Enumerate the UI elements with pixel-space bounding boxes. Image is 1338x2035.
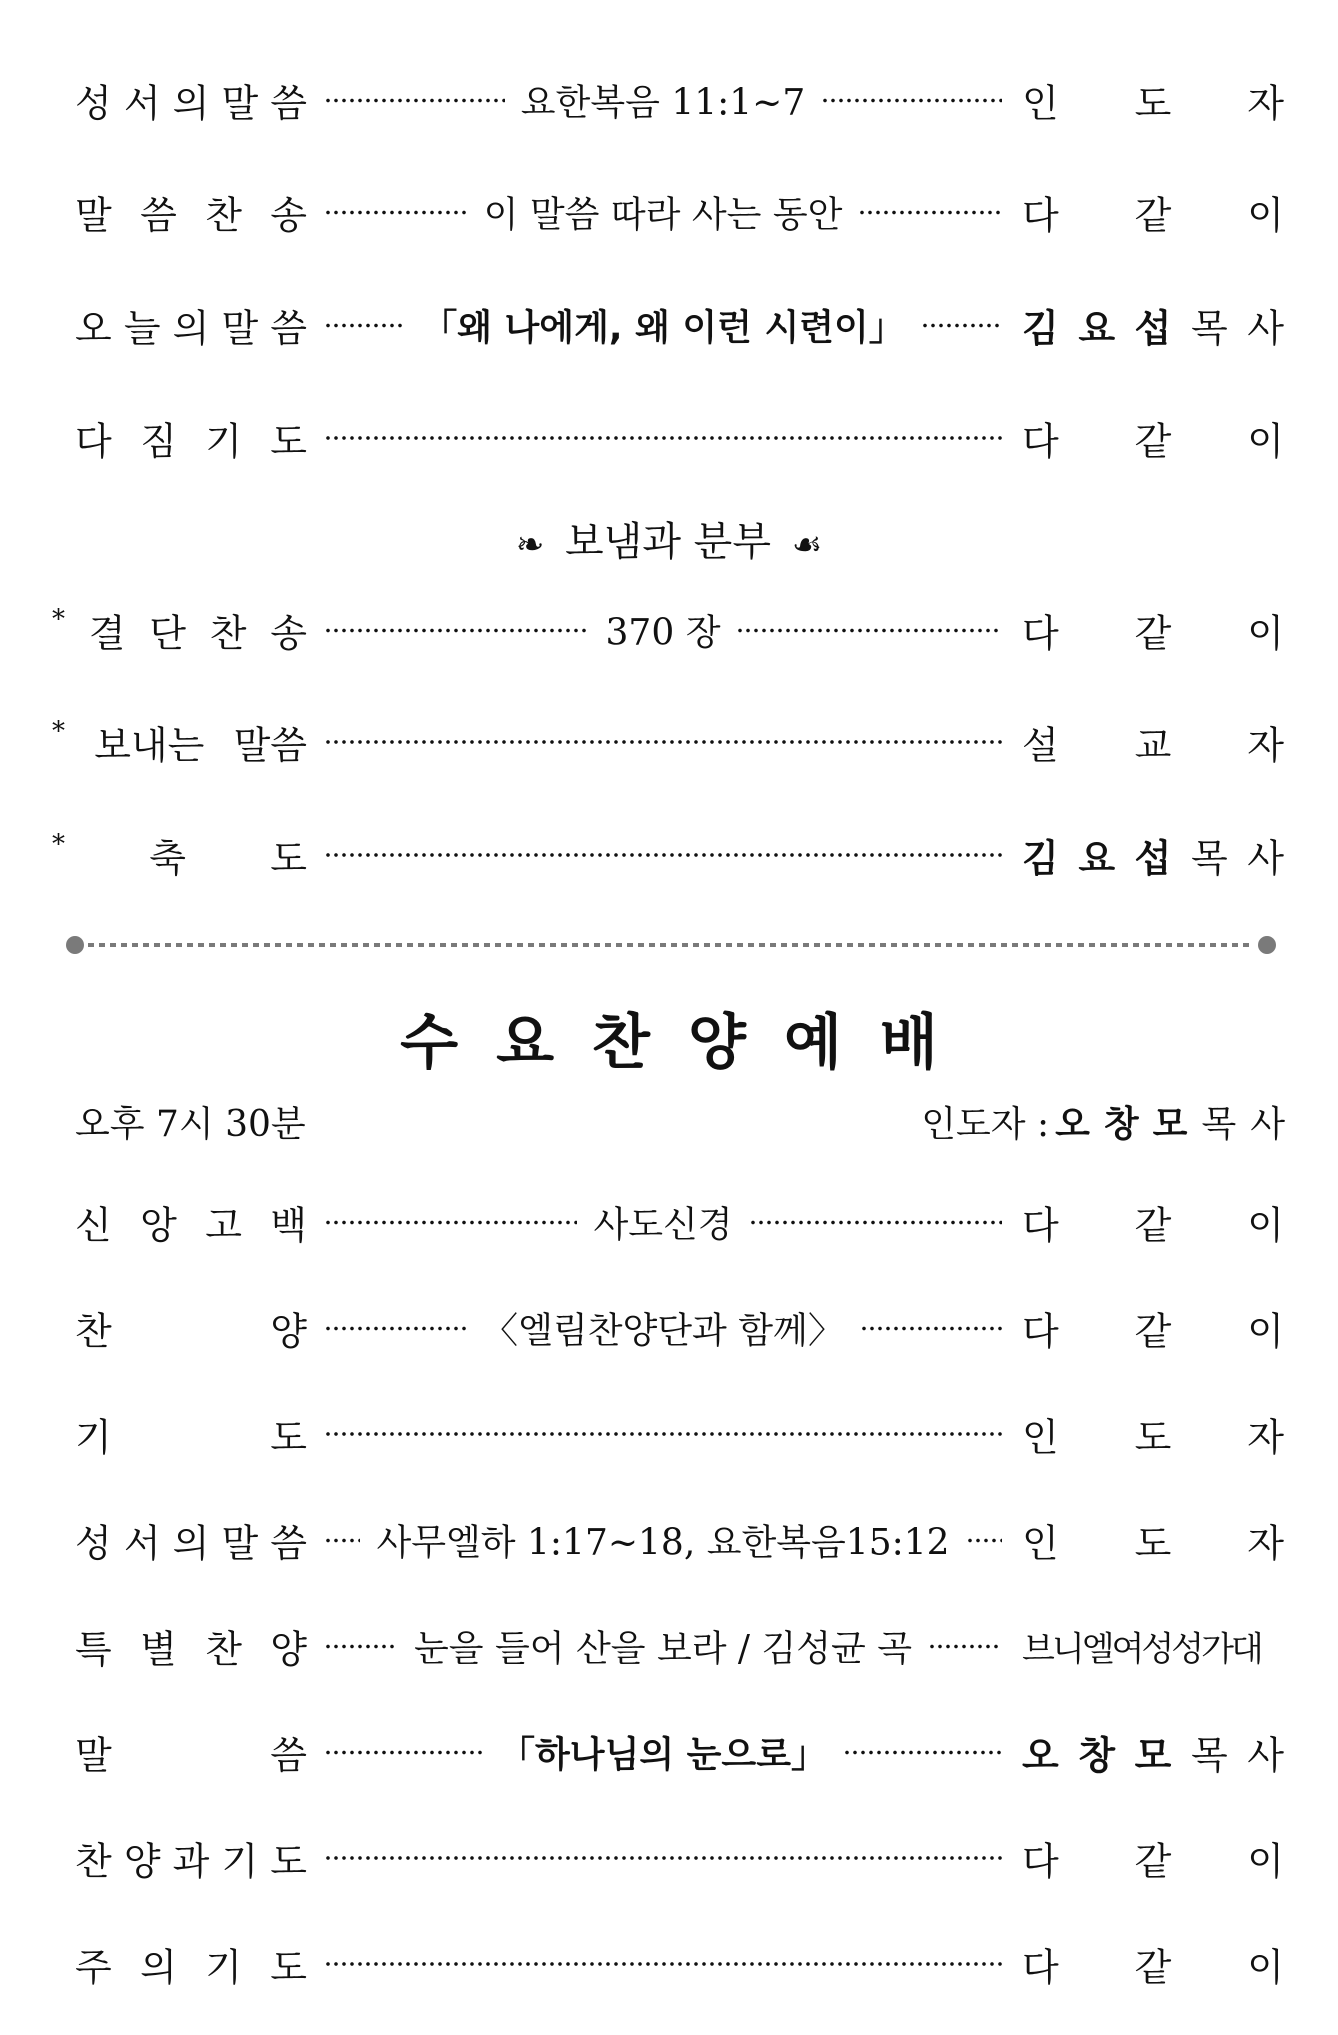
item-content: 〈엘림찬양단과 함께〉 bbox=[482, 1310, 844, 1352]
label-char: 씀 bbox=[270, 1521, 307, 1566]
item-person bbox=[1022, 1622, 1284, 1671]
leader-dots bbox=[324, 739, 1002, 745]
person-char: 목 bbox=[1190, 836, 1228, 881]
item-content: 눈을 들어 산을 보라 / 김성균 곡 bbox=[413, 1628, 913, 1670]
leader-dots bbox=[324, 1219, 577, 1225]
item-label bbox=[75, 1937, 307, 1992]
label-char: 도 bbox=[270, 1945, 307, 1990]
item-label bbox=[75, 411, 307, 466]
label-char: 앙 bbox=[140, 1203, 177, 1248]
item-content: 「왜 나에게, 왜 이런 시련이」 bbox=[421, 307, 905, 349]
item-person bbox=[1022, 1725, 1284, 1780]
person-char: 사 bbox=[1247, 836, 1284, 881]
label-char: 말 bbox=[75, 1733, 112, 1778]
item-detail bbox=[318, 1621, 1008, 1672]
item-detail bbox=[318, 187, 1008, 238]
service-title: 수요찬양예배 bbox=[400, 1008, 976, 1078]
item-person bbox=[1022, 1513, 1284, 1568]
leader-name-char: 오 bbox=[1055, 1104, 1090, 1145]
label-char: 도 bbox=[270, 1415, 307, 1460]
leader-label: 인도자 : bbox=[921, 1104, 1050, 1145]
label-char: 주 bbox=[75, 1945, 112, 1990]
person-char: 같 bbox=[1134, 1839, 1172, 1884]
item-label bbox=[75, 1831, 307, 1886]
person-char: 같 bbox=[1134, 1309, 1172, 1354]
worship-row bbox=[0, 1934, 1338, 1994]
person-char: 설 bbox=[1022, 723, 1059, 768]
label-char: 말 bbox=[221, 1521, 259, 1566]
right-ornament-icon: ☙ bbox=[791, 525, 823, 565]
label-char: 특 bbox=[75, 1627, 112, 1672]
item-label bbox=[52, 715, 307, 770]
label-char: 찬 bbox=[205, 193, 242, 238]
item-detail bbox=[318, 1727, 1008, 1778]
label-char: 찬 bbox=[75, 1839, 112, 1884]
divider-line bbox=[88, 943, 1254, 947]
worship-row bbox=[0, 1192, 1338, 1252]
leader-dots bbox=[858, 209, 1002, 215]
person-char: 창 bbox=[1078, 1733, 1116, 1778]
person-char: 브니엘여성성가대 bbox=[1022, 1629, 1261, 1670]
label-char: 신 bbox=[75, 1203, 112, 1248]
person-char: 같 bbox=[1134, 419, 1172, 464]
divider-end-dot-icon bbox=[1258, 936, 1276, 954]
item-person bbox=[1022, 1937, 1284, 1992]
item-label bbox=[75, 1407, 307, 1462]
person-char: 자 bbox=[1247, 81, 1284, 126]
person-char: 인 bbox=[1022, 1415, 1059, 1460]
person-char: 이 bbox=[1247, 419, 1284, 464]
label-char: 성 bbox=[75, 1521, 112, 1566]
item-detail bbox=[318, 739, 1008, 745]
asterisk-mark: * bbox=[52, 604, 65, 635]
worship-row bbox=[0, 295, 1338, 355]
label-char: 송 bbox=[270, 193, 307, 238]
person-char: 섭 bbox=[1134, 836, 1172, 881]
person-char: 김 bbox=[1022, 836, 1059, 881]
item-label bbox=[75, 1301, 307, 1356]
item-detail bbox=[318, 1197, 1008, 1248]
dotted-divider bbox=[66, 936, 1276, 954]
label-char: 말 bbox=[221, 81, 259, 126]
item-detail bbox=[318, 605, 1008, 656]
leader-dots bbox=[324, 627, 590, 633]
item-label bbox=[75, 1725, 307, 1780]
item-detail bbox=[318, 1855, 1008, 1861]
label-char: 씀 bbox=[270, 1733, 307, 1778]
label-char: 말 bbox=[221, 306, 259, 351]
label-char: 찬 bbox=[205, 1627, 242, 1672]
item-person bbox=[1022, 715, 1284, 770]
leader-dots bbox=[928, 1643, 1002, 1649]
leader-dots bbox=[324, 1961, 1002, 1967]
person-char: 이 bbox=[1247, 1945, 1284, 1990]
item-detail bbox=[318, 852, 1008, 858]
item-person bbox=[1022, 1195, 1284, 1250]
item-label bbox=[52, 828, 307, 883]
label-char: 씀 bbox=[270, 306, 307, 351]
leader-name-char: 창 bbox=[1103, 1104, 1139, 1145]
item-label bbox=[75, 185, 307, 240]
worship-row bbox=[0, 182, 1338, 242]
person-char: 다 bbox=[1022, 1203, 1059, 1248]
label-char: 씀 bbox=[270, 81, 307, 126]
item-person bbox=[1022, 1407, 1284, 1462]
label-char: 단 bbox=[149, 611, 186, 656]
item-detail bbox=[318, 1515, 1008, 1566]
service-time: 오후 7시 30분 bbox=[75, 1104, 306, 1145]
worship-row bbox=[0, 1828, 1338, 1888]
person-char: 같 bbox=[1134, 611, 1172, 656]
item-content: 요한복음 11:1~7 bbox=[520, 82, 806, 124]
service-info bbox=[75, 1096, 1285, 1148]
worship-row bbox=[0, 1722, 1338, 1782]
item-label bbox=[75, 1619, 307, 1674]
item-content: 이 말씀 따라 사는 동안 bbox=[483, 194, 843, 236]
person-char: 이 bbox=[1247, 1203, 1284, 1248]
person-char: 다 bbox=[1022, 419, 1059, 464]
person-char: 도 bbox=[1134, 1521, 1172, 1566]
label-char: 짐 bbox=[140, 419, 177, 464]
person-char: 목 bbox=[1190, 1733, 1228, 1778]
person-char: 다 bbox=[1022, 1839, 1059, 1884]
person-char: 이 bbox=[1247, 193, 1284, 238]
leader-dots bbox=[736, 627, 1002, 633]
label-char: 양 bbox=[270, 1309, 307, 1354]
item-person bbox=[1022, 603, 1284, 658]
person-char: 사 bbox=[1247, 1733, 1284, 1778]
item-content: 「하나님의 눈으로」 bbox=[499, 1734, 827, 1776]
item-detail bbox=[318, 1303, 1008, 1354]
item-person bbox=[1022, 411, 1284, 466]
item-person bbox=[1022, 828, 1284, 883]
person-char: 다 bbox=[1022, 193, 1059, 238]
label-char: 도 bbox=[270, 1839, 307, 1884]
person-char: 이 bbox=[1247, 611, 1284, 656]
item-person bbox=[1022, 185, 1284, 240]
label-char: 말씀 bbox=[233, 723, 307, 768]
label-char: 별 bbox=[140, 1627, 177, 1672]
label-char: 씀 bbox=[140, 193, 177, 238]
person-char: 자 bbox=[1247, 1521, 1284, 1566]
label-char: 늘 bbox=[123, 306, 161, 351]
service-leader bbox=[921, 1096, 1285, 1147]
leader-dots bbox=[966, 1537, 1002, 1543]
person-char: 같 bbox=[1134, 1203, 1172, 1248]
worship-row bbox=[0, 825, 1338, 885]
item-content: 사도신경 bbox=[593, 1204, 733, 1246]
leader-dots bbox=[843, 1749, 1002, 1755]
label-char: 결 bbox=[88, 611, 126, 656]
label-char: 찬 bbox=[209, 611, 247, 656]
leader-dots bbox=[324, 435, 1002, 441]
label-char: 기 bbox=[205, 1945, 242, 1990]
label-char: 기 bbox=[75, 1415, 112, 1460]
leader-dots bbox=[860, 1325, 1002, 1331]
item-person bbox=[1022, 1831, 1284, 1886]
person-char: 사 bbox=[1247, 306, 1284, 351]
leader-dots bbox=[324, 209, 468, 215]
item-detail bbox=[318, 75, 1008, 126]
label-char: 기 bbox=[221, 1839, 259, 1884]
label-char: 양 bbox=[270, 1627, 307, 1672]
label-char: 찬 bbox=[75, 1309, 112, 1354]
label-char: 축 bbox=[149, 836, 186, 881]
person-char: 이 bbox=[1247, 1309, 1284, 1354]
leader-dots bbox=[821, 97, 1002, 103]
leader-dots bbox=[324, 852, 1002, 858]
item-person bbox=[1022, 298, 1284, 353]
person-char: 김 bbox=[1022, 306, 1059, 351]
label-char: 보내는 bbox=[94, 723, 205, 768]
label-char: 의 bbox=[140, 1945, 177, 1990]
label-char: 도 bbox=[270, 419, 307, 464]
label-char: 송 bbox=[270, 611, 307, 656]
leader-name-char: 모 bbox=[1152, 1104, 1188, 1145]
worship-row bbox=[0, 408, 1338, 468]
label-char: 과 bbox=[172, 1839, 210, 1884]
label-char: 오 bbox=[75, 306, 112, 351]
label-char: 서 bbox=[123, 81, 161, 126]
label-char: 말 bbox=[75, 193, 112, 238]
person-char: 다 bbox=[1022, 1309, 1059, 1354]
item-content: 370 장 bbox=[605, 612, 721, 654]
label-char: 기 bbox=[205, 419, 242, 464]
leader-dots bbox=[324, 97, 505, 103]
person-char: 목 bbox=[1190, 306, 1228, 351]
person-char: 다 bbox=[1022, 1945, 1059, 1990]
label-char: 성 bbox=[75, 81, 112, 126]
leader-name bbox=[1055, 1096, 1285, 1147]
item-detail bbox=[318, 300, 1008, 351]
person-char: 모 bbox=[1134, 1733, 1172, 1778]
worship-row bbox=[0, 1510, 1338, 1570]
item-detail bbox=[318, 1431, 1008, 1437]
person-char: 같 bbox=[1134, 1945, 1172, 1990]
section-header-text: 보냄과 분부 bbox=[565, 519, 771, 565]
person-char: 교 bbox=[1134, 723, 1172, 768]
leader-dots bbox=[324, 1537, 360, 1543]
section-header-sending bbox=[0, 510, 1338, 567]
left-ornament-icon: ❧ bbox=[515, 525, 545, 565]
worship-row bbox=[0, 712, 1338, 772]
item-content: 사무엘하 1:17~18, 요한복음15:12 bbox=[376, 1522, 950, 1564]
person-char: 이 bbox=[1247, 1839, 1284, 1884]
worship-row bbox=[0, 600, 1338, 660]
label-char: 의 bbox=[172, 81, 210, 126]
label-char: 의 bbox=[172, 1521, 210, 1566]
label-char: 서 bbox=[123, 1521, 161, 1566]
person-char: 인 bbox=[1022, 81, 1059, 126]
worship-row bbox=[0, 1298, 1338, 1358]
label-char: 의 bbox=[172, 306, 210, 351]
person-char: 도 bbox=[1134, 81, 1172, 126]
label-char: 고 bbox=[205, 1203, 242, 1248]
item-label bbox=[75, 1195, 307, 1250]
leader-name-char: 목 bbox=[1201, 1104, 1237, 1145]
person-char: 오 bbox=[1022, 1733, 1059, 1778]
person-char: 요 bbox=[1078, 306, 1116, 351]
item-person bbox=[1022, 1301, 1284, 1356]
leader-dots bbox=[324, 1749, 483, 1755]
leader-dots bbox=[324, 1643, 398, 1649]
leader-dots bbox=[324, 1855, 1002, 1861]
person-char: 도 bbox=[1134, 1415, 1172, 1460]
item-label bbox=[75, 298, 307, 353]
leader-dots bbox=[324, 322, 405, 328]
worship-row bbox=[0, 70, 1338, 130]
label-char: 백 bbox=[270, 1203, 307, 1248]
item-detail bbox=[318, 1961, 1008, 1967]
item-person bbox=[1022, 73, 1284, 128]
person-char: 인 bbox=[1022, 1521, 1059, 1566]
item-label bbox=[75, 1513, 307, 1568]
leader-name-char: 사 bbox=[1250, 1104, 1285, 1145]
person-char: 같 bbox=[1134, 193, 1172, 238]
asterisk-mark: * bbox=[52, 716, 65, 747]
label-char: 도 bbox=[270, 836, 307, 881]
leader-dots bbox=[921, 322, 1002, 328]
worship-row bbox=[0, 1404, 1338, 1464]
asterisk-mark: * bbox=[52, 829, 65, 860]
item-label bbox=[75, 73, 307, 128]
person-char: 자 bbox=[1247, 723, 1284, 768]
person-char: 다 bbox=[1022, 611, 1059, 656]
leader-dots bbox=[324, 1325, 466, 1331]
item-label bbox=[52, 603, 307, 658]
label-char: 다 bbox=[75, 419, 112, 464]
person-char: 섭 bbox=[1134, 306, 1172, 351]
person-char: 자 bbox=[1247, 1415, 1284, 1460]
divider-end-dot-icon bbox=[66, 936, 84, 954]
person-char: 요 bbox=[1078, 836, 1116, 881]
worship-row bbox=[0, 1616, 1338, 1676]
item-detail bbox=[318, 435, 1008, 441]
leader-dots bbox=[749, 1219, 1002, 1225]
label-char: 양 bbox=[123, 1839, 161, 1884]
leader-dots bbox=[324, 1431, 1002, 1437]
